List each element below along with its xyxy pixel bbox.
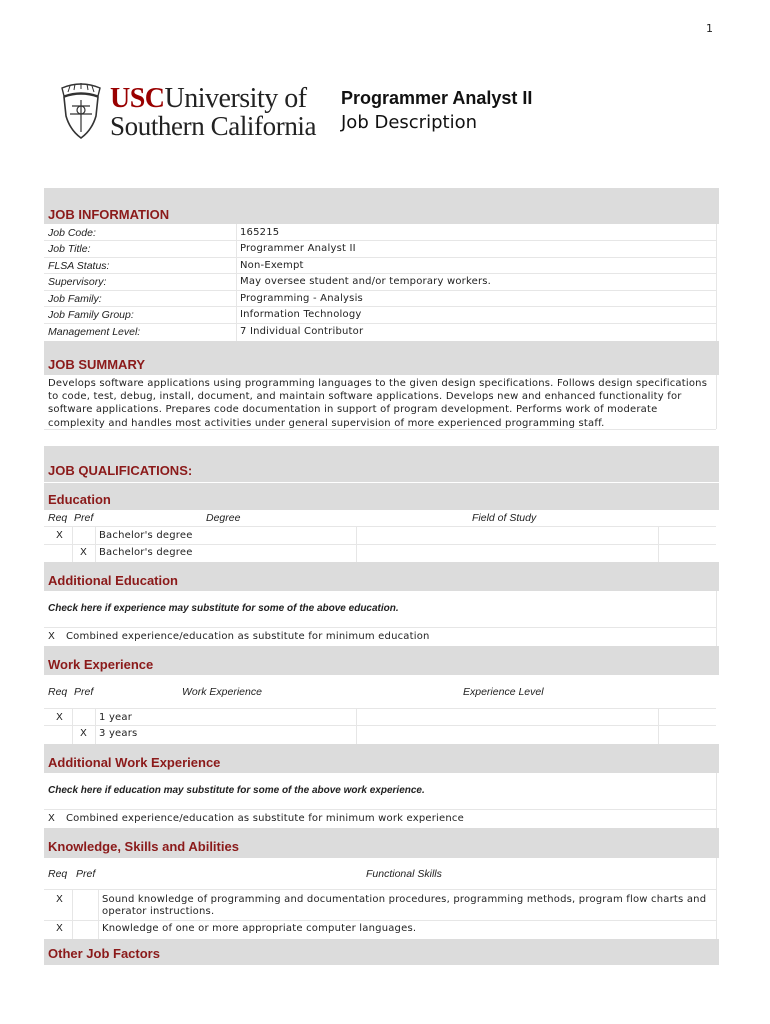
job-summary-line: software applications. Prepares code documentation in support of program development. Performs work of moderate <box>48 404 658 416</box>
divider <box>44 889 716 890</box>
flsa-status-value: Non-Exempt <box>240 260 304 271</box>
job-summary-line: complexity and handles most activities under general supervision of more experienced programming staff. <box>48 417 605 429</box>
divider <box>44 323 716 324</box>
additional-education-item: Combined experience/education as substitute for minimum education <box>66 631 430 642</box>
management-level-value: 7 Individual Contributor <box>240 326 364 337</box>
divider <box>44 429 716 430</box>
work-experience-value: 3 years <box>99 728 138 739</box>
job-summary-line: Develops software applications using programming languages to the given design specifications. Follows design specifications <box>48 378 708 389</box>
additional-education-heading: Additional Education <box>48 573 178 588</box>
supervisory-value: May oversee student and/or temporary workers. <box>240 276 492 287</box>
education-degree: Bachelor's degree <box>99 530 193 541</box>
divider <box>44 273 716 274</box>
ksa-heading: Knowledge, Skills and Abilities <box>48 839 239 854</box>
education-col-req: Req <box>48 512 68 524</box>
job-title-label: Job Title: <box>48 243 91 255</box>
ksa-col-req: Req <box>48 868 68 880</box>
job-summary-text <box>48 377 708 430</box>
job-information-heading: JOB INFORMATION <box>48 207 170 222</box>
additional-work-mark: X <box>48 813 56 824</box>
divider <box>44 708 716 709</box>
divider <box>44 306 716 307</box>
job-code-label: Job Code: <box>48 227 96 239</box>
divider <box>44 725 716 726</box>
education-heading: Education <box>48 492 111 507</box>
ksa-skill-line: operator instructions. <box>102 906 215 917</box>
ksa-req-mark: X <box>56 894 64 905</box>
divider <box>72 708 73 744</box>
divider <box>44 809 716 810</box>
education-col-field: Field of Study <box>472 512 537 524</box>
divider <box>44 290 716 291</box>
divider <box>716 858 717 939</box>
job-summary-header-band <box>44 341 719 375</box>
education-pref-mark: X <box>80 547 88 558</box>
divider <box>44 526 716 527</box>
education-degree: Bachelor's degree <box>99 547 193 558</box>
job-summary-heading: JOB SUMMARY <box>48 357 146 372</box>
divider <box>72 889 73 939</box>
divider <box>44 627 716 628</box>
job-family-group-value: Information Technology <box>240 309 362 320</box>
work-col-req: Req <box>48 686 68 698</box>
ksa-col-skills: Functional Skills <box>366 868 442 880</box>
divider <box>44 257 716 258</box>
additional-work-note: Check here if education may substitute for some of the above work experience. <box>48 785 425 796</box>
education-req-mark: X <box>56 530 64 541</box>
divider <box>44 544 716 545</box>
education-col-degree: Degree <box>206 512 241 524</box>
work-pref-mark: X <box>80 728 88 739</box>
additional-work-heading: Additional Work Experience <box>48 755 221 770</box>
flsa-status-label: FLSA Status: <box>48 260 110 272</box>
divider <box>716 773 717 828</box>
work-col-pref: Pref <box>74 686 94 698</box>
ksa-req-mark: X <box>56 923 64 934</box>
document-subtitle: Job Description <box>341 112 477 133</box>
supervisory-label: Supervisory: <box>48 276 107 288</box>
education-header-band <box>44 483 719 510</box>
divider <box>356 708 357 744</box>
divider <box>44 920 716 921</box>
divider <box>716 224 717 341</box>
job-family-label: Job Family: <box>48 293 102 305</box>
additional-education-mark: X <box>48 631 56 642</box>
usc-seal-icon <box>58 82 104 140</box>
logo-line-1: USCUniversity of <box>110 83 307 114</box>
job-summary-line: to code, test, debug, install, document, and maintain software applications. Develops new and enhanced functionality for <box>48 391 682 403</box>
ksa-skill-line: Sound knowledge of programming and documentation procedures, programming methods, program flow charts and <box>102 894 707 905</box>
divider <box>95 708 96 744</box>
logo-line-2: Southern California <box>110 111 317 141</box>
job-family-value: Programming - Analysis <box>240 293 363 304</box>
document-title: Programmer Analyst II <box>341 88 533 108</box>
education-col-pref: Pref <box>74 512 94 524</box>
divider <box>44 240 716 241</box>
ksa-col-pref: Pref <box>76 868 96 880</box>
ksa-skill-line: Knowledge of one or more appropriate computer languages. <box>102 923 417 934</box>
additional-education-note: Check here if experience may substitute for some of the above education. <box>48 603 399 614</box>
work-col-level: Experience Level <box>463 686 544 698</box>
work-experience-value: 1 year <box>99 712 133 723</box>
work-req-mark: X <box>56 712 64 723</box>
job-code-value: 165215 <box>240 227 280 238</box>
divider <box>658 708 659 744</box>
divider <box>716 591 717 646</box>
page-number: 1 <box>706 22 713 35</box>
other-factors-heading: Other Job Factors <box>48 946 160 961</box>
usc-logo <box>58 82 333 142</box>
job-family-group-label: Job Family Group: <box>48 309 134 321</box>
management-level-label: Management Level: <box>48 326 141 338</box>
additional-work-item: Combined experience/education as substitute for minimum work experience <box>66 813 464 824</box>
divider <box>716 375 717 429</box>
work-experience-heading: Work Experience <box>48 657 154 672</box>
work-col-experience: Work Experience <box>182 686 262 698</box>
qualifications-heading: JOB QUALIFICATIONS: <box>48 463 193 478</box>
job-title-value: Programmer Analyst II <box>240 243 356 254</box>
divider <box>98 889 99 939</box>
